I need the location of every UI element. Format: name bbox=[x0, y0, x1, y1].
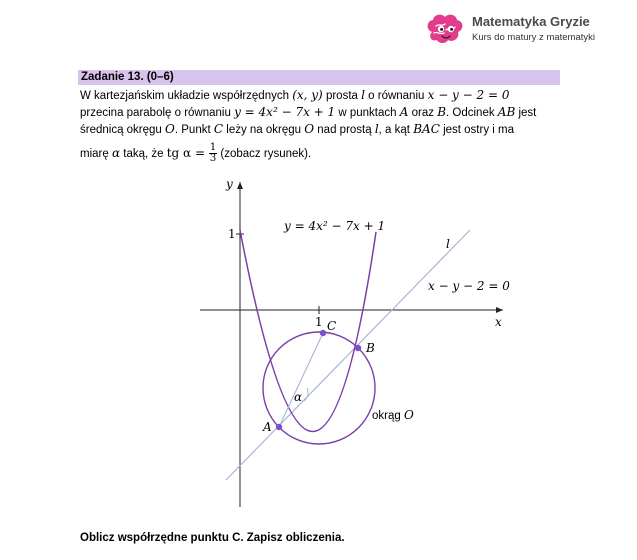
statement-line-3: średnicą okręgu O. Punkt C leży na okręgu O nad prostą l, a kąt BAC jest ostry i ma bbox=[80, 122, 515, 136]
brain-logo-icon bbox=[424, 12, 466, 48]
tick-x-label: 1 bbox=[315, 315, 323, 329]
brand bbox=[424, 8, 624, 52]
axis-y-label: y bbox=[226, 177, 233, 191]
task-header: Zadanie 13. (0–6) bbox=[78, 70, 560, 85]
brand-name: Matematyka Gryzie bbox=[472, 14, 590, 29]
segment-ac bbox=[279, 333, 323, 427]
point-b-dot bbox=[355, 345, 361, 351]
line-equation-label: x − y − 2 = 0 bbox=[428, 279, 510, 293]
axis-x-label: x bbox=[495, 315, 502, 329]
geometry-figure bbox=[190, 170, 520, 515]
point-a-dot bbox=[276, 424, 282, 430]
parabola bbox=[240, 230, 376, 432]
point-b-label: B bbox=[366, 341, 375, 355]
tick-y-label: 1 bbox=[228, 227, 236, 241]
statement-line-4: miarę α taką, że tg α = $\frac{1}{3}$ (zobacz rysunek). bbox=[80, 142, 312, 165]
statement-line-1: W kartezjańskim układzie współrzędnych (x, y) prosta l o równaniu x − y − 2 = 0 bbox=[80, 88, 510, 102]
task-statement bbox=[80, 87, 562, 164]
parabola-label: y = 4x² − 7x + 1 bbox=[284, 219, 386, 233]
point-c-dot bbox=[320, 330, 326, 336]
circle-label: okrąg O bbox=[372, 408, 414, 422]
point-a-label: A bbox=[263, 420, 272, 434]
angle-label: α bbox=[294, 390, 303, 404]
point-c-label: C bbox=[327, 319, 337, 333]
line-l bbox=[226, 230, 470, 480]
task-question: Oblicz współrzędne punktu C. Zapisz obliczenia. bbox=[80, 532, 345, 544]
figure-canvas bbox=[190, 170, 520, 515]
brand-tagline: Kurs do matury z matematyki bbox=[472, 32, 596, 43]
statement-line-2: przecina parabolę o równaniu y = 4x² − 7x + 1 w punktach A oraz B. Odcinek AB jest bbox=[80, 105, 537, 119]
line-name-label: l bbox=[446, 237, 450, 251]
fraction-one-third: $\frac{1}{3}$ bbox=[209, 142, 217, 165]
